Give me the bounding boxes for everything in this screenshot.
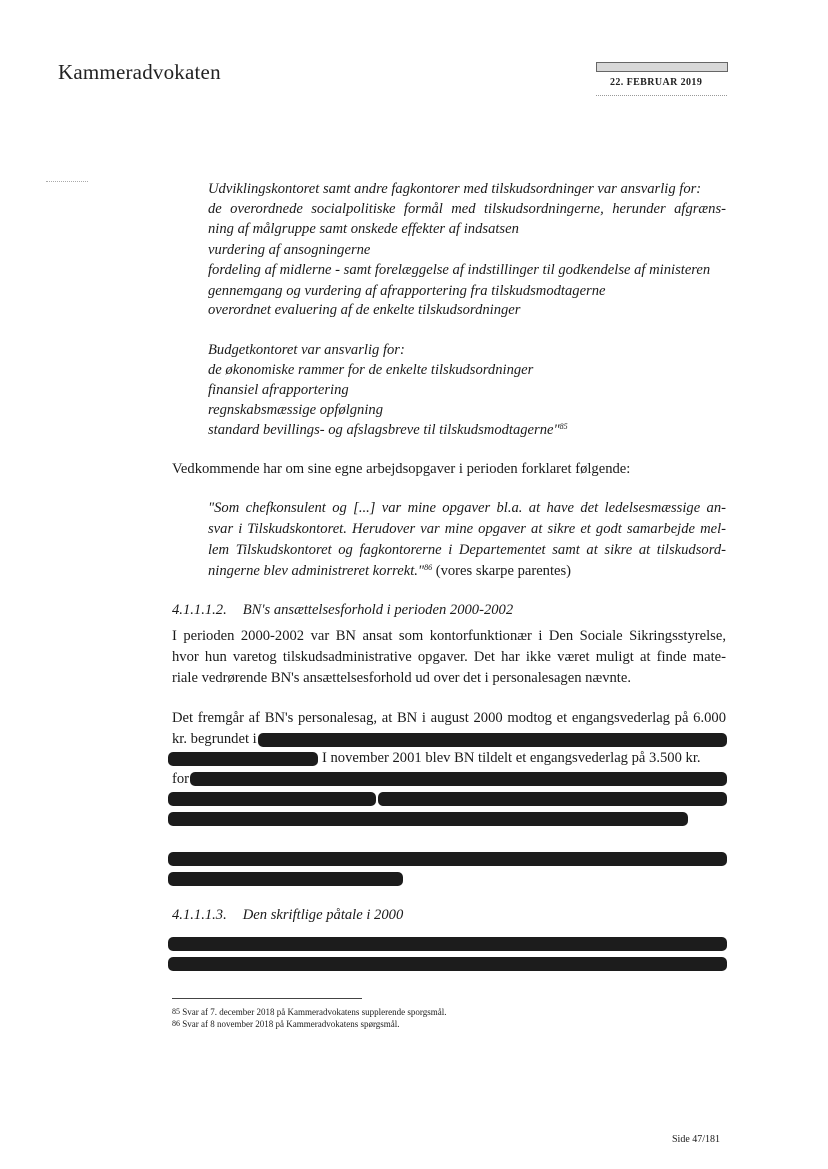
page-number: Side 47/181	[672, 1134, 721, 1145]
paragraph-line: Det fremgår af BN's personalesag, at BN i august 2000 modtog et engangsvederlag på 6.000	[172, 710, 726, 726]
section-heading	[172, 602, 513, 619]
intro-text: Vedkommende har om sine egne arbejdsopgaver i perioden forklaret følgende:	[172, 461, 631, 477]
received-stamp	[596, 62, 728, 72]
paragraph-line: for	[172, 771, 190, 787]
quote-line: "Som chefkonsulent og [...] var mine opgaver bl.a. at have det ledelsesmæssige an-	[208, 500, 726, 516]
redaction-bar	[168, 937, 727, 951]
quote-line: finansiel afrapportering	[208, 382, 349, 398]
footnote-ref[interactable]: 86	[424, 563, 433, 572]
quote-line: standard bevillings- og afslagsbreve til tilskudsmodtagerne"$^{85}$	[208, 422, 568, 438]
kammeradvokaten-logo: Kammeradvokaten	[58, 60, 221, 84]
quote-line: fordeling af midlerne - samt forelæggelse af indstillinger til godkendelse af ministeren	[208, 262, 711, 278]
footnote-ref[interactable]: 85	[559, 422, 568, 431]
quote-line: regnskabsmæssige opfølgning	[208, 402, 383, 418]
section-title: BN's ansættelsesforhold i perioden 2000-2002	[242, 602, 514, 618]
quote-line: de overordnede socialpolitiske formål med tilskudsordningerne, herunder afgræns-	[208, 201, 726, 217]
paragraph-line: riale vedrørende BN's ansættelsesforhold ud over det i personalesagen nævnte.	[172, 670, 631, 686]
date-divider	[596, 95, 727, 96]
quote-line: Budgetkontoret var ansvarlig for:	[208, 342, 405, 358]
quote-line: ning af målgruppe samt onskede effekter af indsatsen	[208, 221, 519, 237]
section-title: Den skriftlige påtale i 2000	[242, 907, 404, 923]
section-number: 4.1.1.1.3.	[172, 907, 227, 923]
footnote: $^{85}$ Svar af 7. december 2018 på Kammeradvokatens supplerende sporgsmål.	[172, 1007, 447, 1017]
quote-line: overordnet evaluering af de enkelte tilskudsordninger	[208, 302, 521, 318]
quote-line: svar i Tilskudskontoret. Herudover var mine opgaver at sikre et godt samarbejde mel-	[208, 521, 726, 537]
quote-line: vurdering af ansogningerne	[208, 242, 371, 258]
redaction-bar	[258, 733, 727, 747]
paragraph-line: I november 2001 blev BN tildelt et engangsvederlag på 3.500 kr.	[322, 750, 701, 766]
redaction-bar	[168, 957, 727, 971]
footnote-divider	[172, 998, 362, 999]
section-number: 4.1.1.1.2.	[172, 602, 227, 618]
quote-line: ningerne blev administreret korrekt."$^{86}$ (vores skarpe parentes)	[208, 563, 572, 579]
quote-line: gennemgang og vurdering af afrapportering fra tilskudsmodtagerne	[208, 283, 606, 299]
quote-line: de økonomiske rammer for de enkelte tilskudsordninger	[208, 362, 534, 378]
paragraph-line: I perioden 2000-2002 var BN ansat som kontorfunktionær i Den Sociale Sikringsstyrelse,	[172, 628, 726, 644]
redaction-bar	[168, 852, 727, 866]
document-date: 22. FEBRUAR 2019	[610, 77, 703, 88]
paragraph-line: hvor hun varetog tilskudsadministrative opgaver. Det har ikke været muligt at finde mate-	[172, 649, 726, 665]
footnote: $^{86}$ Svar af 8 november 2018 på Kammeradvokatens spørgsmål.	[172, 1019, 400, 1029]
redaction-bar	[168, 752, 318, 766]
redaction-bar	[190, 772, 727, 786]
redaction-bar	[378, 792, 727, 806]
margin-mark	[46, 181, 88, 182]
redaction-bar	[168, 792, 376, 806]
section-heading	[172, 907, 403, 924]
paragraph-line: kr. begrundet i	[172, 731, 257, 747]
redaction-bar	[168, 872, 403, 886]
redaction-bar	[168, 812, 688, 826]
quote-line: lem Tilskudskontoret og fagkontorerne i Departementet samt at sikre at tilskudsord-	[208, 542, 726, 558]
quote-line: Udviklingskontoret samt andre fagkontorer med tilskudsordninger var ansvarlig for:	[208, 181, 702, 197]
